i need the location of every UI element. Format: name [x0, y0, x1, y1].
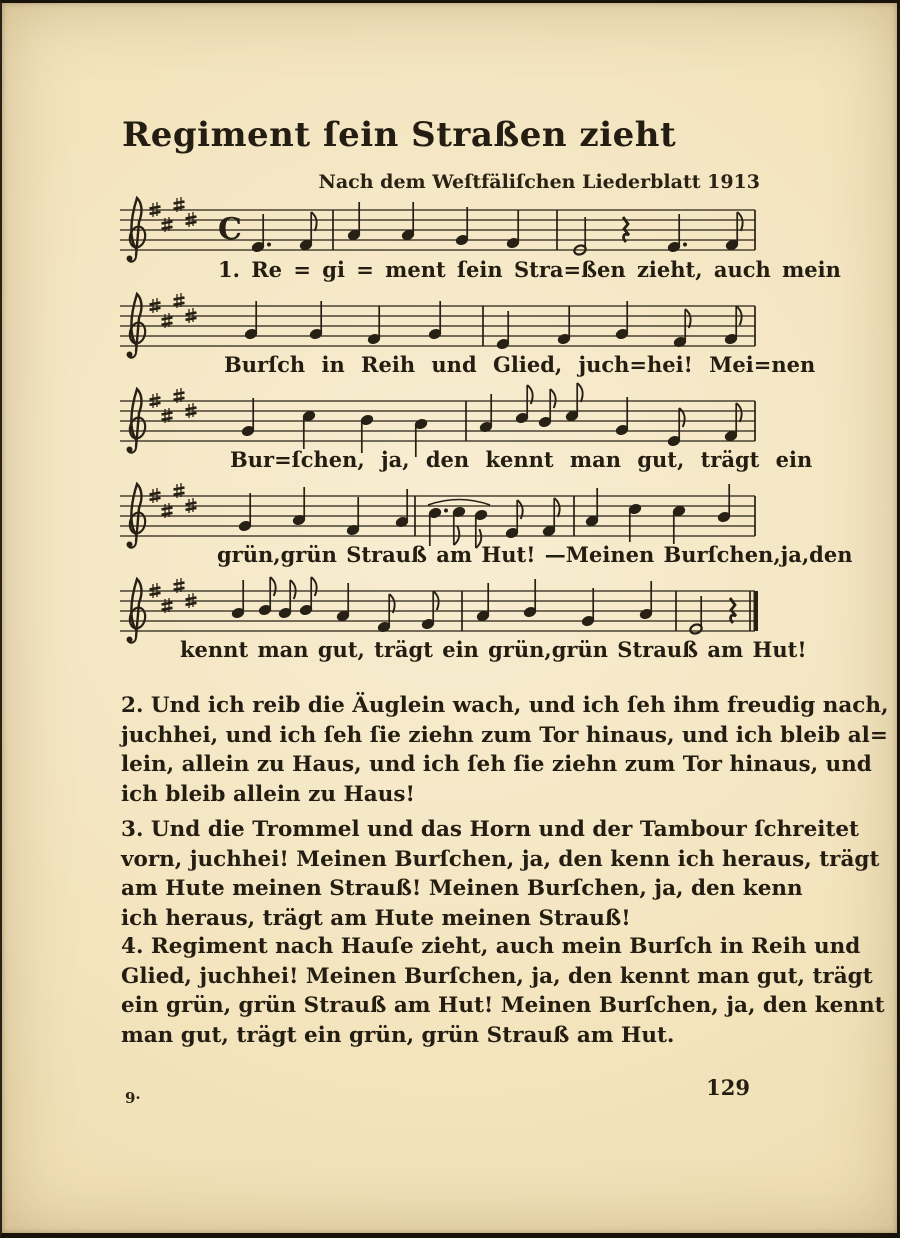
- verse-3: [121, 815, 880, 933]
- quarter-note: [496, 311, 510, 350]
- page-number: 129: [706, 1075, 750, 1100]
- staff-lyrics-2: Burſch in Reih und Glied, juch=hei! Mei=nen: [224, 352, 816, 377]
- eighth-note: [377, 594, 395, 633]
- quarter-note: [238, 493, 252, 532]
- verse-line: 4. Regiment nach Hauſe zieht, auch mein Burſch in Reih und: [121, 934, 861, 959]
- key-signature: [150, 197, 197, 232]
- augmentation-dot: [683, 243, 687, 247]
- quarter-note: [347, 202, 361, 241]
- quarter-note: [336, 583, 350, 622]
- eighth-note: [515, 385, 533, 424]
- verse-line: am Hute meinen Strauß! Meinen Burſchen, ja, den kenn: [121, 876, 803, 901]
- music-score: [2, 3, 900, 703]
- verse-4: [121, 932, 885, 1050]
- half-note: [689, 596, 703, 635]
- verse-line: man gut, trägt ein grün, grün Strauß am Hut.: [121, 1022, 675, 1048]
- quarter-note: [395, 489, 409, 528]
- quarter-note: [401, 202, 415, 241]
- quarter-note: [615, 301, 629, 340]
- verse-line: ein grün, grün Strauß am Hut! Meinen Burſchen, ja, den kennt: [121, 993, 885, 1018]
- quarter-note: [479, 394, 493, 433]
- quarter-note: [523, 579, 537, 618]
- quarter-note: [476, 583, 490, 622]
- augmentation-dot: [444, 509, 448, 513]
- quarter-note: [717, 484, 731, 523]
- eighth-note: [278, 580, 296, 619]
- quarter-note: [302, 410, 316, 449]
- verse-line: 2. Und ich reib die Äuglein wach, und ich ſeh ihm freudig nach,: [121, 693, 889, 718]
- quarter-note: [581, 588, 595, 627]
- quarter-note: [244, 301, 258, 340]
- eighth-note: [542, 498, 560, 537]
- quarter-note: [455, 207, 469, 246]
- quarter-note: [309, 301, 323, 340]
- augmentation-dot: [267, 243, 271, 247]
- key-signature: [150, 483, 197, 518]
- eighth-note: [538, 389, 556, 428]
- verse-line: lein, allein zu Haus, und ich ſeh ſie ziehn zum Tor hinaus, und: [121, 752, 872, 777]
- verse-line: 3. Und die Trommel und das Horn und der Tambour ſchreitet: [121, 817, 859, 842]
- eighth-note: [673, 309, 691, 348]
- final-barline-thick: [754, 591, 759, 631]
- staff-lyrics-5: kennt man gut, trägt ein grün,grün Strauß am Hut!: [180, 637, 807, 662]
- signature-mark: 9·: [125, 1089, 141, 1107]
- verse-line: Glied, juchhei! Meinen Burſchen, ja, den kennt man gut, trägt: [121, 963, 873, 989]
- time-signature: C: [218, 212, 242, 247]
- quarter-note: [672, 505, 686, 544]
- eighth-note: [258, 577, 276, 616]
- key-signature: [150, 578, 197, 613]
- key-signature: [150, 293, 197, 328]
- eighth-note: [724, 403, 742, 442]
- page-title: Regiment ſein Straßen zieht: [122, 115, 677, 155]
- quarter-note: [615, 397, 629, 436]
- attribution: Nach dem Weſtfäliſchen Liederblatt 1913: [318, 171, 760, 193]
- staff-lyrics-3: Bur=ſchen, ja, den kennt man gut, trägt ein: [230, 447, 813, 472]
- eighth-note: [565, 383, 583, 422]
- eighth-note: [299, 212, 317, 251]
- staff-lyrics-4: grün,grün Strauß am Hut! —Meinen Burſchen,ja,den: [217, 542, 853, 567]
- slur: [428, 500, 490, 506]
- quarter-note: [585, 488, 599, 527]
- verse-line: ich heraus, trägt am Hute meinen Strauß!: [121, 905, 631, 931]
- verse-line: ich bleib allein zu Haus!: [121, 781, 415, 807]
- staff-lyrics-1: 1. Re = gi = ment ſein Stra=ßen zieht, auch mein: [218, 257, 841, 282]
- quarter-note: [428, 301, 442, 340]
- eighth-note: [725, 212, 743, 251]
- verse-line: vorn, juchhei! Meinen Burſchen, ja, den kenn ich heraus, trägt: [121, 846, 880, 872]
- verse-2: [121, 691, 889, 809]
- eighth-note: [299, 577, 317, 616]
- quarter-note: [231, 580, 245, 619]
- verse-line: juchhei, und ich ſeh ſie ziehn zum Tor hinaus, und ich bleib al=: [121, 722, 888, 748]
- key-signature: [150, 388, 197, 423]
- quarter-note: [241, 398, 255, 437]
